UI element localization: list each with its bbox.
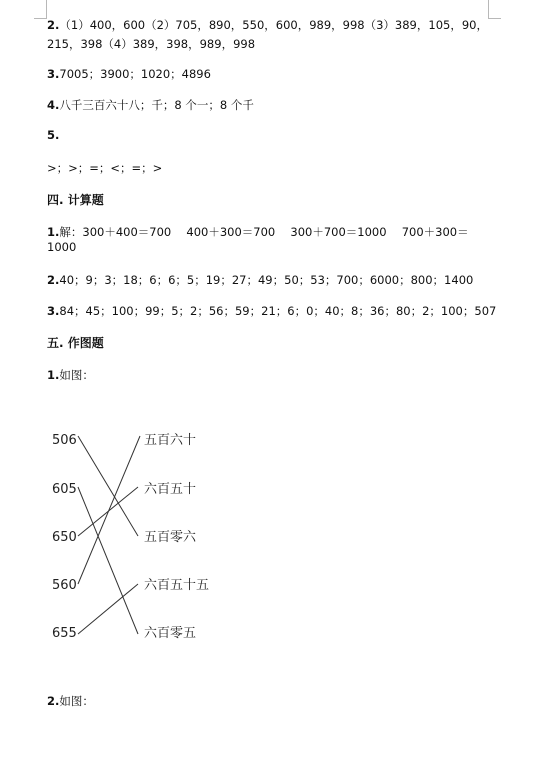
calc-2-text: 40；9；3；18；6；6；5；19；27；49；50；53；700；6000；800；1400 (59, 273, 474, 287)
answer-3-text: 7005；3900；1020；4896 (59, 67, 211, 81)
answer-4-text: 八千三百六十八；千；8 个一；8 个千 (59, 98, 254, 112)
matching-left-number: 560 (52, 578, 77, 593)
matching-left-number: 506 (52, 433, 77, 448)
matching-right-words: 六百五十 (144, 482, 197, 497)
answer-5-number: 5. (47, 128, 60, 142)
matching-left-number: 650 (52, 530, 77, 545)
calc-3-text: 84；45；100；99；5；2；56；59；21；6；0；40；8；36；80；2；100；507 (59, 304, 497, 318)
answer-2-line-2: 215，398（4）389，398，989，998 (47, 37, 256, 51)
calc-3-number: 3. (47, 304, 60, 318)
section-4-title: 四. 计算题 (47, 193, 104, 207)
matching-left-number: 655 (52, 626, 77, 641)
matching-right-words: 六百零五 (144, 626, 197, 641)
calc-1-number: 1. (47, 225, 60, 239)
draw-1-text: 如图： (59, 368, 94, 382)
matching-right-words: 五百零六 (144, 530, 197, 545)
answer-2-text: （1）400，600（2）705，890，550，600，989，998（3）389，105，90， (59, 18, 488, 32)
answer-2-number: 2. (47, 18, 60, 32)
calc-1-text: 解：300＋400＝700 400＋300＝700 300＋700＝1000 700＋300＝ (59, 225, 469, 239)
answer-4-number: 4. (47, 98, 60, 112)
draw-2-number: 2. (47, 694, 60, 708)
draw-1-number: 1. (47, 368, 60, 382)
matching-right-words: 六百五十五 (144, 578, 210, 593)
calc-2-number: 2. (47, 273, 60, 287)
matching-line-5 (78, 584, 138, 634)
draw-2 (47, 693, 94, 709)
calc-1-line-2: 1000 (47, 240, 77, 254)
matching-line-2 (78, 487, 138, 634)
draw-2-text: 如图： (59, 694, 94, 708)
section-5-title: 五. 作图题 (47, 336, 104, 350)
matching-right-words: 五百六十 (144, 433, 197, 448)
matching-line-1 (78, 436, 138, 536)
matching-left-number: 605 (52, 482, 77, 497)
answer-5-text: >；>；=；<；=；> (47, 161, 163, 175)
answer-3-number: 3. (47, 67, 60, 81)
